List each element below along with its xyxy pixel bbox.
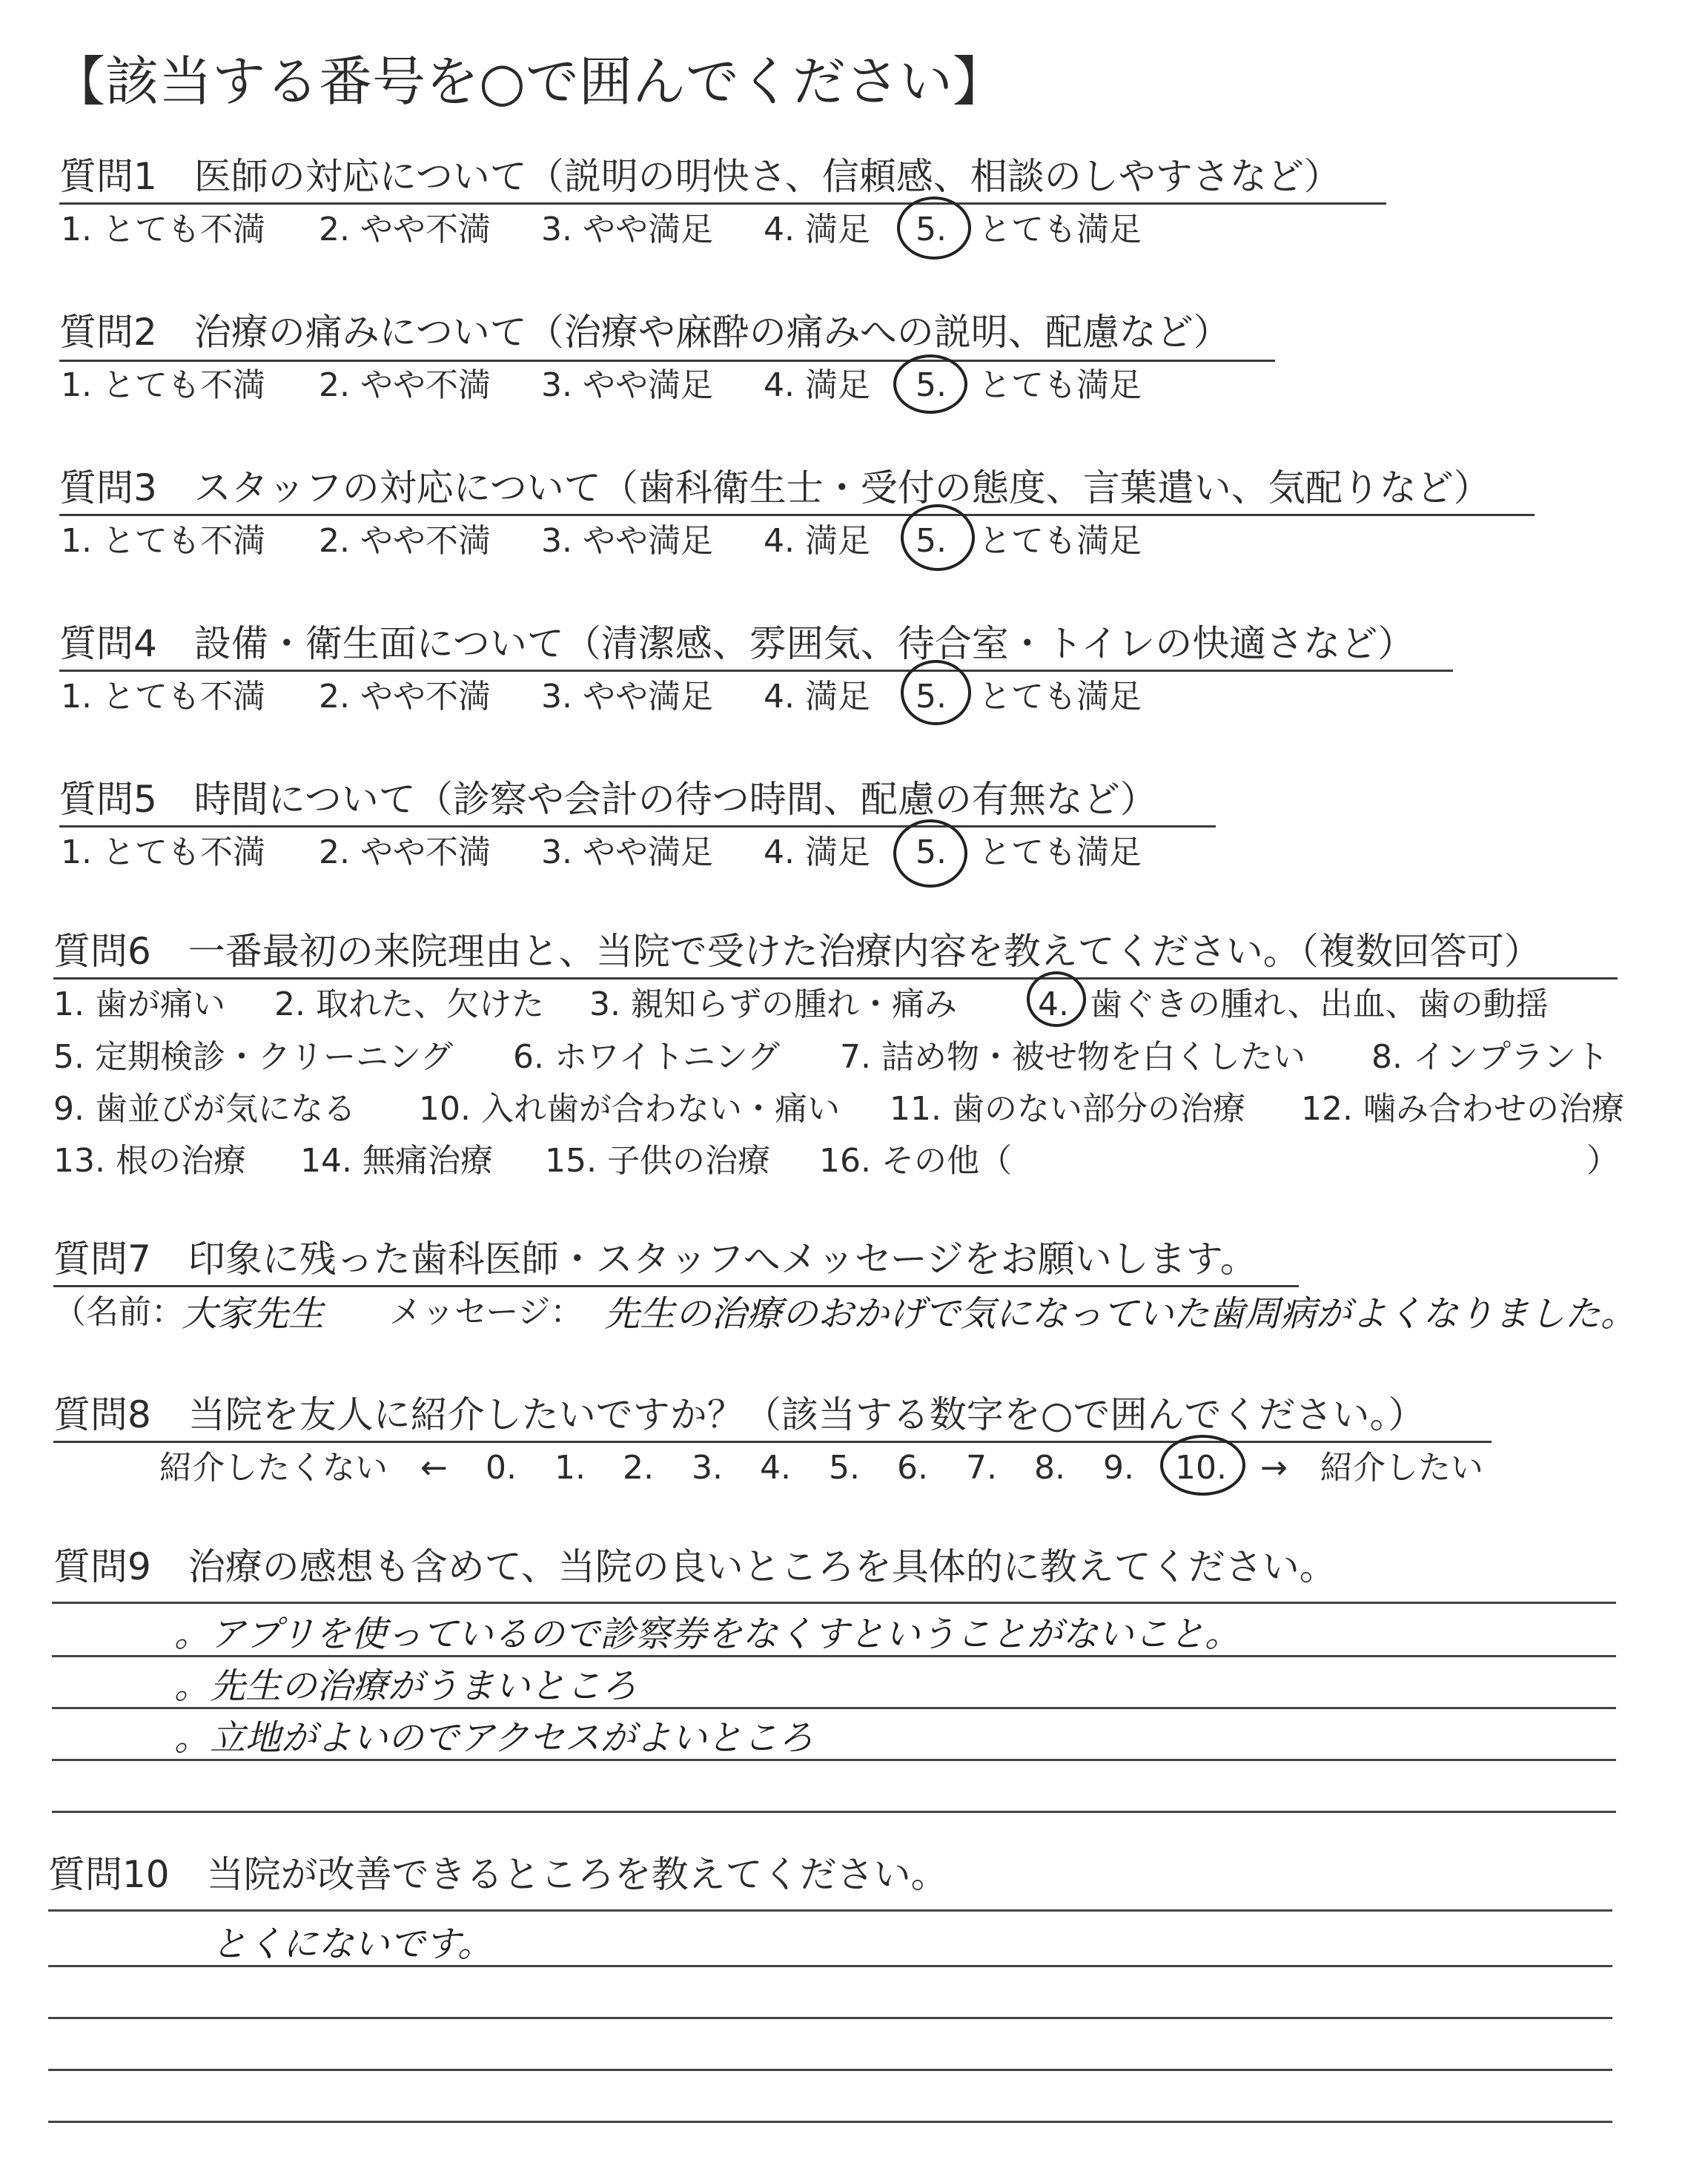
q5-option-1[interactable]: 1. とても不満 (61, 833, 265, 871)
q6-option-16-close: ） (1586, 1142, 1619, 1180)
q5-option-5-label: とても満足 (979, 833, 1142, 871)
q8-title: 質問8 当院を友人に紹介したいですか？（該当する数字を○で囲んでください。） (53, 1393, 1426, 1436)
q4-selection-circle (901, 660, 971, 725)
q6-option-5[interactable]: 5. 定期検診・クリーニング (53, 1038, 454, 1076)
q5-option-4[interactable]: 4. 満足 (764, 833, 870, 871)
q8-option-8[interactable]: 8. (1034, 1449, 1065, 1487)
q8-option-0[interactable]: 0. (486, 1449, 517, 1487)
q6-option-10[interactable]: 10. 入れ歯が合わない・痛い (419, 1090, 840, 1128)
q2-option-3[interactable]: 3. やや満足 (541, 366, 713, 404)
q3-option-2[interactable]: 2. やや不満 (319, 522, 491, 560)
q4-option-5-label: とても満足 (979, 678, 1142, 716)
q3-option-3[interactable]: 3. やや満足 (541, 522, 713, 560)
q1-title: 質問1 医師の対応について（説明の明快さ、信頼感、相談のしやすさなど） (59, 155, 1341, 198)
q4-option-4[interactable]: 4. 満足 (764, 678, 870, 716)
q3-option-5-label: とても満足 (979, 522, 1142, 560)
q10-answer[interactable]: とくにないです。 (211, 1923, 494, 1965)
q2-selection-circle (893, 354, 967, 414)
q8-option-4[interactable]: 4. (760, 1449, 791, 1487)
q6-option-6[interactable]: 6. ホワイトニング (513, 1038, 781, 1076)
q5-option-5[interactable]: 5. (916, 833, 947, 871)
q1-underline (59, 202, 1386, 205)
q6-selection-circle (1027, 971, 1086, 1027)
page-title: 【該当する番号を○で囲んでください】 (52, 50, 1006, 113)
q9-answer-3[interactable]: 。立地がよいのでアクセスがよいところ (174, 1717, 814, 1759)
q1-option-1[interactable]: 1. とても不満 (61, 211, 265, 248)
q2-option-4[interactable]: 4. 満足 (764, 366, 870, 404)
q2-underline (59, 360, 1275, 362)
q1-option-5[interactable]: 5. (916, 211, 947, 248)
q8-option-2[interactable]: 2. (623, 1449, 654, 1487)
q3-underline (59, 514, 1535, 516)
q5-option-3[interactable]: 3. やや満足 (541, 833, 713, 871)
q9-answer-1[interactable]: 。アプリを使っているので診察券をなくすということがないこと。 (174, 1614, 1241, 1655)
q2-title: 質問2 治療の痛みについて（治療や麻酔の痛みへの説明、配慮など） (59, 311, 1231, 354)
q8-option-1[interactable]: 1. (555, 1449, 586, 1487)
q8-option-9[interactable]: 9. (1103, 1449, 1134, 1487)
q8-option-10[interactable]: 10. (1175, 1449, 1227, 1487)
q6-option-14[interactable]: 14. 無痛治療 (300, 1142, 493, 1180)
q8-right-label: → 紹介したい (1260, 1449, 1483, 1487)
q5-selection-circle (893, 819, 967, 888)
q1-option-4[interactable]: 4. 満足 (764, 211, 870, 248)
q3-option-4[interactable]: 4. 満足 (764, 522, 870, 560)
q1-option-5-label: とても満足 (979, 211, 1142, 248)
q1-option-2[interactable]: 2. やや不満 (319, 211, 491, 248)
q10-writing-line-2 (48, 1965, 1612, 1967)
q7-name-label: （名前： (53, 1293, 184, 1331)
q9-writing-line-3 (52, 1707, 1616, 1709)
q6-underline (53, 977, 1618, 980)
q4-underline (59, 670, 1453, 672)
q6-option-2[interactable]: 2. 取れた、欠けた (274, 985, 544, 1023)
q6-option-12[interactable]: 12. 噛み合わせの治療 (1301, 1090, 1624, 1128)
q6-option-8[interactable]: 8. インプラント (1371, 1038, 1609, 1076)
q3-option-5[interactable]: 5. (916, 522, 947, 560)
q2-option-1[interactable]: 1. とても不満 (61, 366, 265, 404)
q8-option-6[interactable]: 6. (897, 1449, 928, 1487)
q7-message-label: メッセージ： (389, 1293, 583, 1331)
q10-writing-line-4 (48, 2069, 1612, 2071)
q8-selection-circle (1160, 1435, 1245, 1496)
q10-writing-line-1 (48, 1909, 1612, 1912)
q6-option-9[interactable]: 9. 歯並びが気になる (53, 1090, 356, 1128)
q3-option-1[interactable]: 1. とても不満 (61, 522, 265, 560)
q5-underline (59, 825, 1216, 828)
q7-message-value[interactable]: 先生の治療のおかげで気になっていた歯周病がよくなりました。 (604, 1293, 1637, 1335)
q3-title: 質問3 スタッフの対応について（歯科衛生士・受付の態度、言葉遣い、気配りなど） (59, 466, 1491, 509)
q4-option-5[interactable]: 5. (916, 678, 947, 716)
q6-option-4[interactable]: 4. (1038, 985, 1069, 1023)
q7-name-value[interactable]: 大家先生 (182, 1293, 325, 1335)
q8-option-5[interactable]: 5. (829, 1449, 860, 1487)
q6-option-16[interactable]: 16. その他（ (819, 1142, 1012, 1180)
q6-option-15[interactable]: 15. 子供の治療 (545, 1142, 770, 1180)
q8-option-3[interactable]: 3. (692, 1449, 723, 1487)
q9-writing-line-4 (52, 1759, 1616, 1761)
q9-writing-line-5 (52, 1811, 1616, 1813)
q8-option-7[interactable]: 7. (966, 1449, 997, 1487)
q10-title: 質問10 当院が改善できるところを教えてください。 (48, 1853, 948, 1896)
q10-writing-line-5 (48, 2121, 1612, 2123)
q1-selection-circle (897, 196, 971, 260)
q6-title: 質問6 一番最初の来院理由と、当院で受けた治療内容を教えてください。（複数回答可） (53, 930, 1541, 973)
q6-option-1[interactable]: 1. 歯が痛い (53, 985, 225, 1023)
q4-title: 質問4 設備・衛生面について（清潔感、雰囲気、待合室・トイレの快適さなど） (59, 622, 1415, 665)
q5-title: 質問5 時間について（診察や会計の待つ時間、配慮の有無など） (59, 778, 1157, 821)
q3-selection-circle (901, 504, 975, 571)
q6-option-4-label: 歯ぐきの腫れ、出血、歯の動揺 (1090, 985, 1549, 1023)
q4-option-2[interactable]: 2. やや不満 (319, 678, 491, 716)
q1-option-3[interactable]: 3. やや満足 (541, 211, 713, 248)
q9-writing-line-1 (52, 1602, 1616, 1604)
q9-writing-line-2 (52, 1655, 1616, 1657)
q8-left-label: 紹介したくない ← (159, 1449, 448, 1487)
q7-underline (53, 1285, 1299, 1287)
q4-option-3[interactable]: 3. やや満足 (541, 678, 713, 716)
q2-option-5-label: とても満足 (979, 366, 1142, 404)
q2-option-2[interactable]: 2. やや不満 (319, 366, 491, 404)
q6-option-3[interactable]: 3. 親知らずの腫れ・痛み (589, 985, 957, 1023)
q5-option-2[interactable]: 2. やや不満 (319, 833, 491, 871)
q7-title: 質問7 印象に残った歯科医師・スタッフへメッセージをお願いします。 (53, 1238, 1257, 1281)
q4-option-1[interactable]: 1. とても不満 (61, 678, 265, 716)
q6-option-13[interactable]: 13. 根の治療 (53, 1142, 246, 1180)
q6-option-7[interactable]: 7. 詰め物・被せ物を白くしたい (840, 1038, 1305, 1076)
q2-option-5[interactable]: 5. (916, 366, 947, 404)
q9-title: 質問9 治療の感想も含めて、当院の良いところを具体的に教えてください。 (53, 1545, 1337, 1588)
q10-writing-line-3 (48, 2017, 1612, 2019)
q8-underline (53, 1441, 1492, 1443)
q6-option-11[interactable]: 11. 歯のない部分の治療 (890, 1090, 1245, 1128)
q9-answer-2[interactable]: 。先生の治療がうまいところ (174, 1665, 638, 1707)
